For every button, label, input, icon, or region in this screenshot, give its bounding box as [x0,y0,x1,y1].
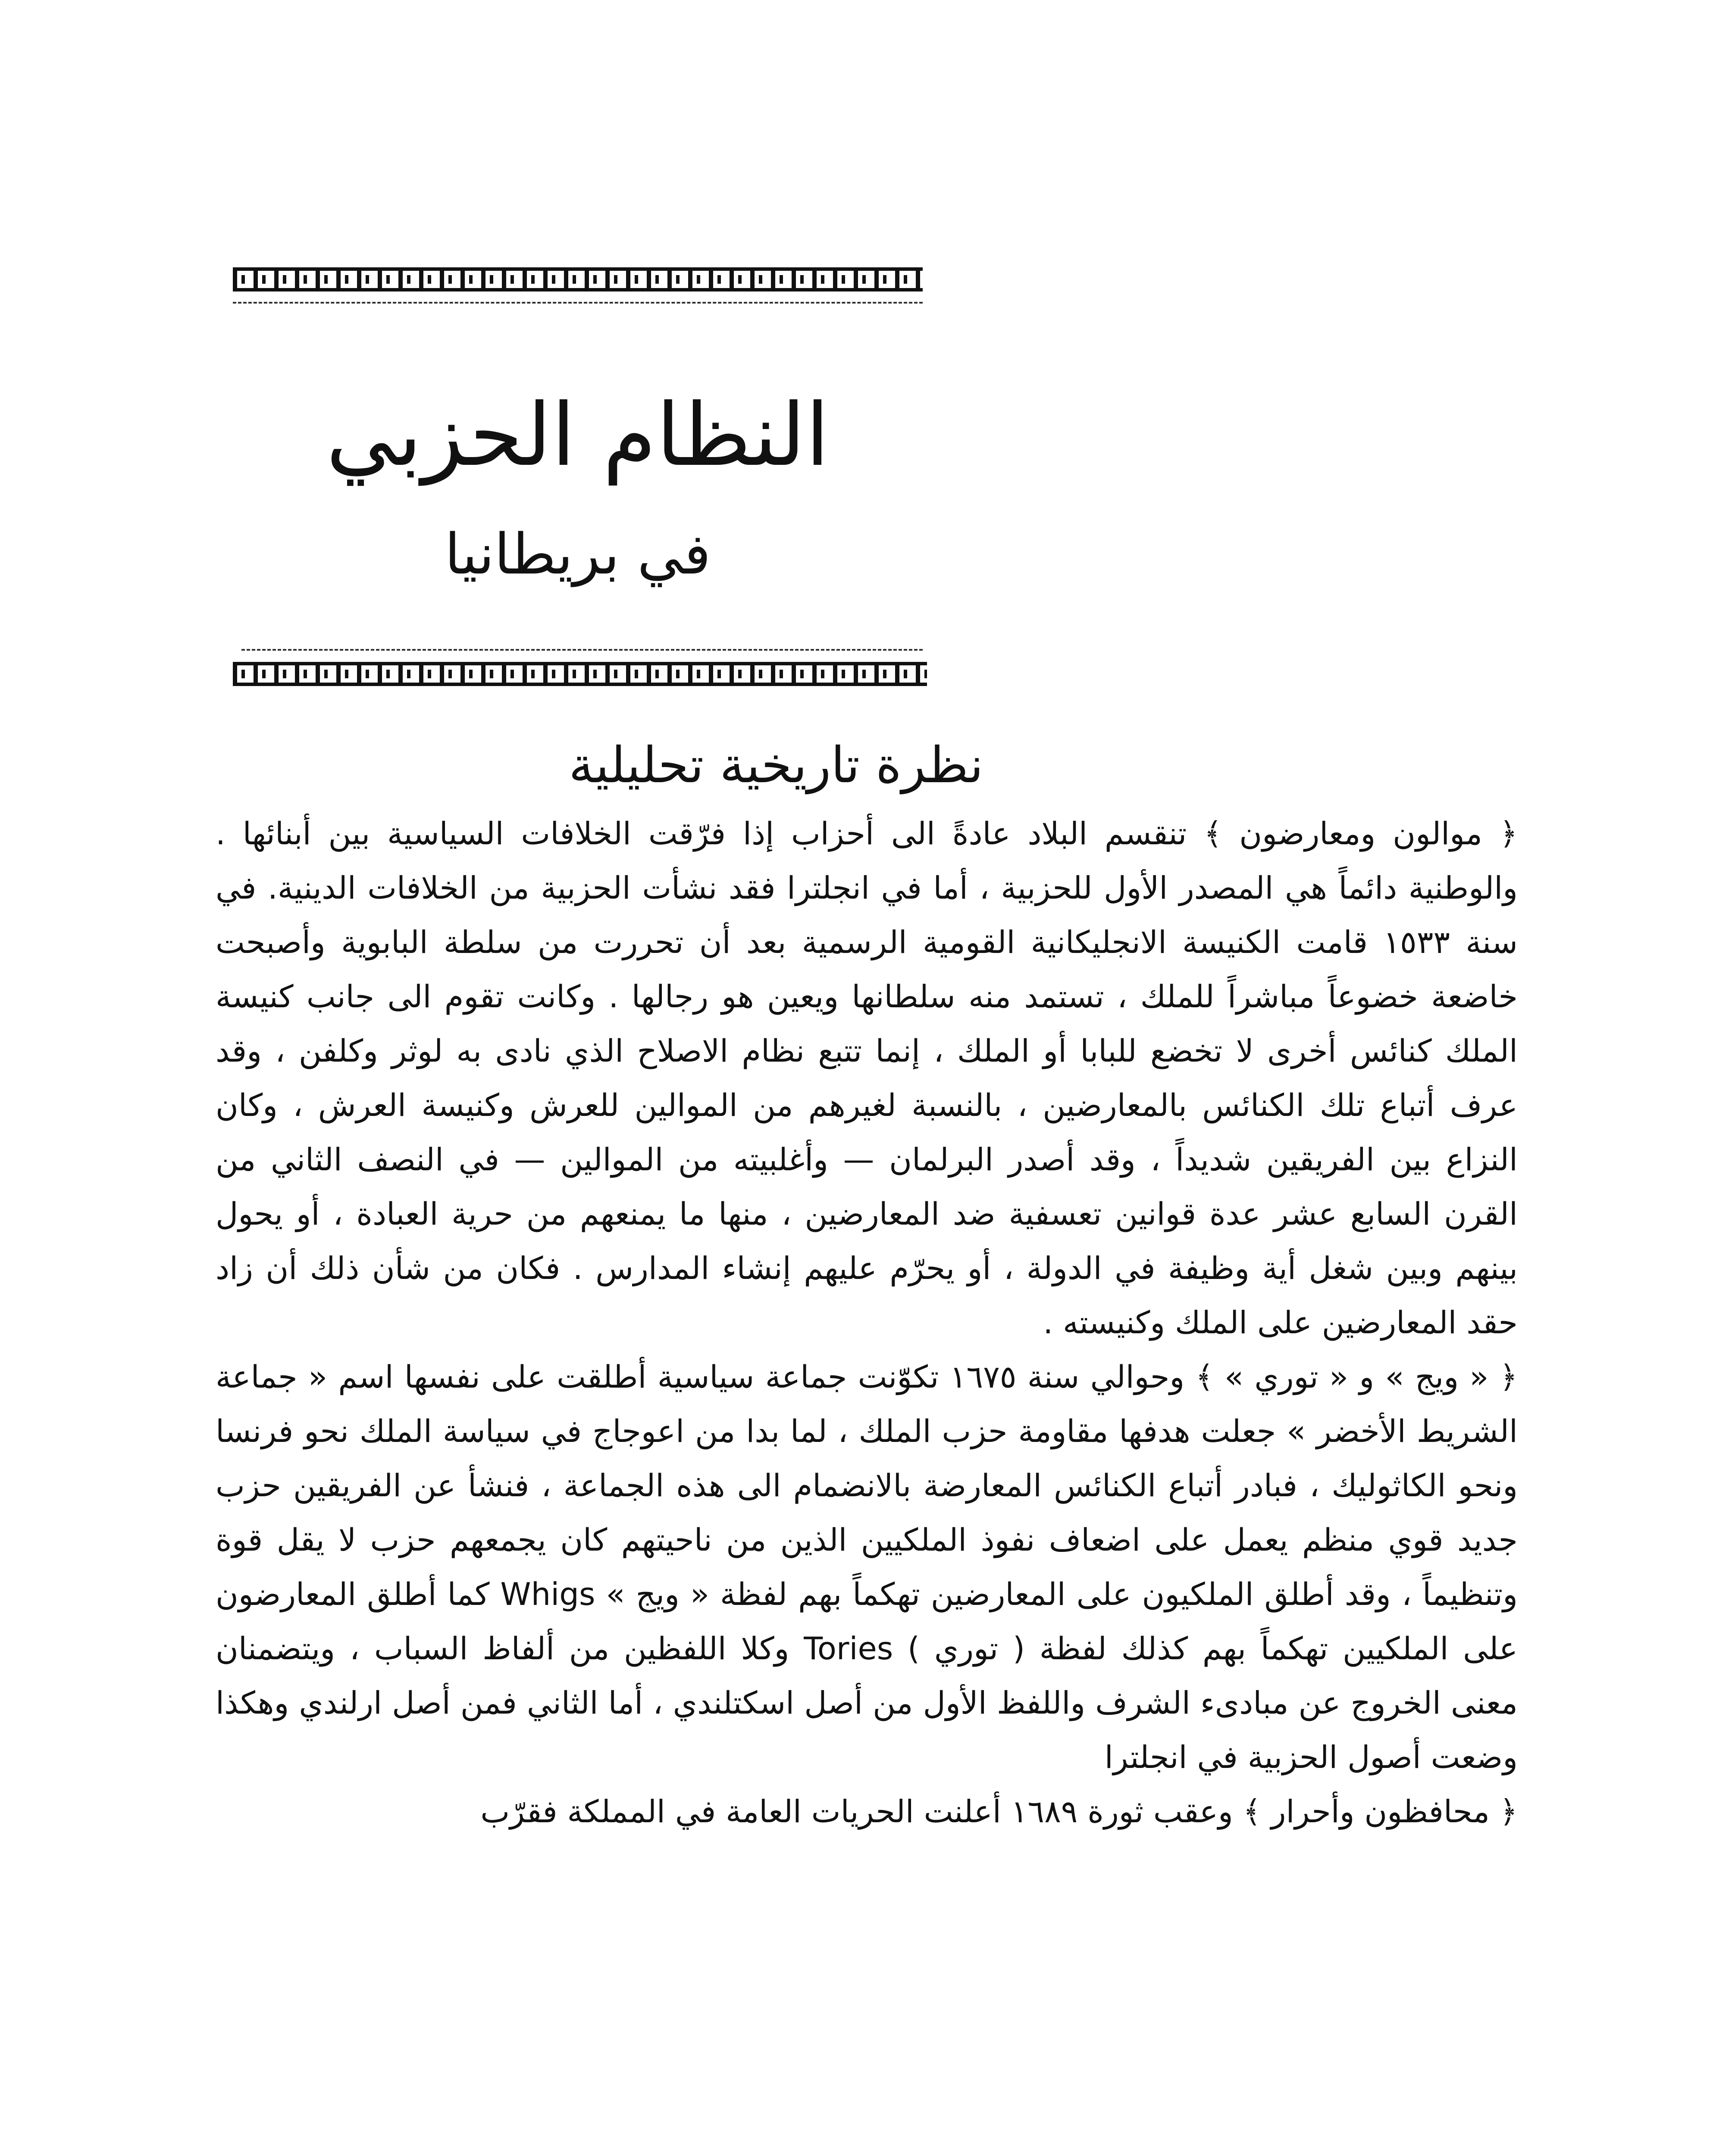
page-subtitle: في بريطانيا [445,521,711,587]
top-ornament-rule [233,302,923,304]
bottom-ornament-rule [241,649,923,651]
paragraph-conservatives-liberals: ﴿ محافظون وأحرار ﴾ وعقب ثورة ١٦٨٩ أعلنت الحريات العامة في المملكة فقرّب [480,1793,1518,1830]
section-heading: نظرة تاريخية تحليلية [569,736,983,794]
paragraph-whig-tory: ﴿ « ويج » و « توري » ﴾ وحوالي سنة ١٦٧٥ تكوّنت جماعة سياسية أطلقت على نفسها اسم « جماعة الشريط الأخضر » جعلت هدفها مقاومة حزب الملك ، لما بدا من اعوجاج في سياسة الملك نحو فرنسا ونحو الكاثوليك ، فبادر أتباع الكنائس المعارضة بالانضمام الى هذه الجماعة ، فنشأ عن الفريقين حزب جديد قوي منظم يعمل على اضعاف نفوذ الملكيين الذين من ناحيتهم كان يجمعهم حزب لا يقل قوة وتنظيماً ، وقد أطلق الملكيون على المعارضين تهكماً بهم لفظة « ويج » Whigs كما أطلق المعارضون على الملكيين تهكماً بهم كذلك لفظة ( توري ) Tories وكلا اللفظين من ألفاظ السباب ، ويتضمنان معنى الخروج عن مبادىء الشرف واللفظ الأول من أصل اسكتلندي ، أما الثاني فمن أصل ارلندي وهكذا وضعت أصول الحزبية في انجلترا [216,1359,1518,1775]
bottom-ornament-border [233,662,927,686]
paragraph-loyalists-opponents: ﴿ موالون ومعارضون ﴾ تنقسم البلاد عادةً الى أحزاب إذا فرّقت الخلافات السياسية بين أبنائها . والوطنية دائماً هي المصدر الأول للحزبية ، أما في انجلترا فقد نشأت الحزبية من الخلافات الدينية. في سنة ١٥٣٣ قامت الكنيسة الانجليكانية القومية الرسمية بعد أن تحررت من سلطة البابوية وأصبحت خاضعة خضوعاً مباشراً للملك ، تستمد منه سلطانها ويعين هو رجالها . وكانت تقوم الى جانب كنيسة الملك كنائس أخرى لا تخضع للبابا أو الملك ، إنما تتبع نظام الاصلاح الذي نادى به لوثر وكلفن ، وقد عرف أتباع تلك الكنائس بالمعارضين ، بالنسبة لغيرهم من الموالين للعرش وكنيسة العرش ، وكان النزاع بين الفريقين شديداً ، وقد أصدر البرلمان — وأغلبيته من الموالين — في النصف الثاني من القرن السابع عشر عدة قوانين تعسفية ضد المعارضين ، منها ما يمنعهم من حرية العبادة ، أو يحول بينهم وبين شغل أية وظيفة في الدولة ، أو يحرّم عليهم إنشاء المدارس . فكان من شأن ذلك أن زاد حقد المعارضين على الملك وكنيسته . [216,815,1518,1341]
top-ornament-border [233,267,923,291]
page-title: النظام الحزبي [326,385,830,486]
body-text [216,806,1518,1839]
